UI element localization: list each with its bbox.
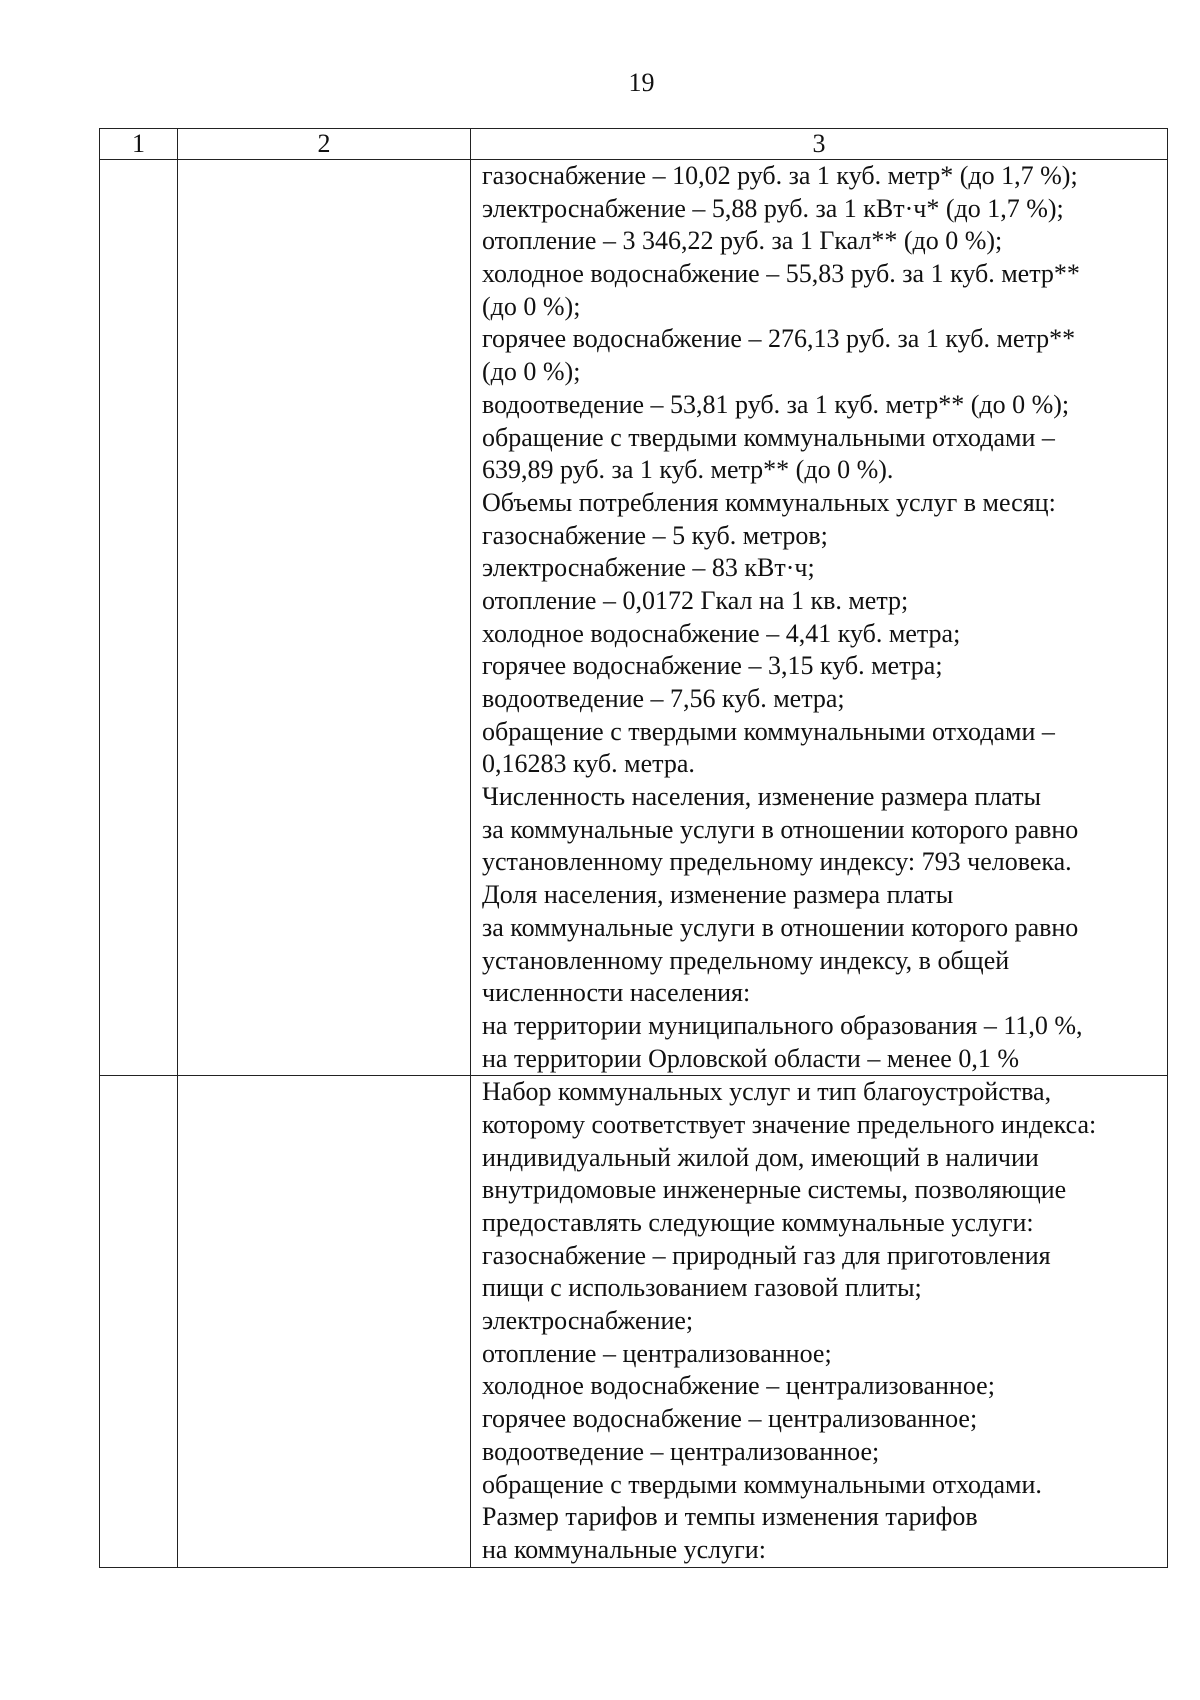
text-line: газоснабжение – 10,02 руб. за 1 куб. метр* (до 1,7 %); [482, 161, 1078, 190]
text-line: на территории муниципального образования – 11,0 %, [482, 1010, 1083, 1040]
text-line: горячее водоснабжение – централизованное; [482, 1404, 978, 1434]
text-line: 639,89 руб. за 1 куб. метр** (до 0 %). [482, 455, 894, 485]
text-line: горячее водоснабжение – 3,15 куб. метра; [482, 651, 943, 681]
document-table [99, 128, 1168, 1568]
text-line: внутридомовые инженерные системы, позволяющие [482, 1175, 1067, 1205]
text-line: численности населения: [482, 978, 751, 1008]
table-cell-col3 [471, 160, 1168, 1076]
text-line: за коммунальные услуги в отношении которого равно [482, 912, 1079, 942]
text-line: водоотведение – 7,56 куб. метра; [482, 684, 845, 713]
text-line: (до 0 %); [482, 357, 581, 387]
table-row [100, 160, 1168, 1076]
text-line: Доля населения, изменение размера платы [482, 880, 954, 910]
text-line: водоотведение – централизованное; [482, 1436, 880, 1466]
cell-text [471, 1076, 1167, 1566]
column-header-3: 3 [471, 129, 1168, 160]
table-cell-col3 [471, 1076, 1168, 1567]
text-line: Набор коммунальных услуг и тип благоустройства, [482, 1077, 1052, 1107]
text-line: Объемы потребления коммунальных услуг в месяц: [482, 487, 1056, 517]
column-header-2: 2 [178, 129, 471, 160]
table-row [100, 1076, 1168, 1567]
text-line: (до 0 %); [482, 291, 581, 321]
text-line: горячее водоснабжение – 276,13 руб. за 1 куб. метр** [482, 324, 1076, 354]
text-line: газоснабжение – природный газ для приготовления [482, 1240, 1051, 1270]
text-line: на территории Орловской области – менее 0,1 % [482, 1043, 1019, 1073]
text-line: холодное водоснабжение – централизованное; [482, 1371, 995, 1401]
text-line: холодное водоснабжение – 55,83 руб. за 1 куб. метр** [482, 259, 1080, 289]
text-line: Размер тарифов и темпы изменения тарифов [482, 1502, 978, 1532]
text-line: электроснабжение – 83 кВт·ч; [482, 553, 815, 583]
text-line: 0,16283 куб. метра. [482, 749, 695, 779]
table-cell-col1 [100, 1076, 178, 1567]
text-line: электроснабжение; [482, 1306, 694, 1336]
text-line: установленному предельному индексу: 793 человека. [482, 847, 1072, 877]
text-line: пищи с использованием газовой плиты; [482, 1273, 922, 1303]
text-line: индивидуальный жилой дом, имеющий в наличии [482, 1142, 1039, 1172]
text-line: обращение с твердыми коммунальными отходами. [482, 1469, 1042, 1499]
text-line: обращение с твердыми коммунальными отходами – [482, 716, 1055, 746]
text-line: установленному предельному индексу, в общей [482, 945, 1010, 975]
text-line: обращение с твердыми коммунальными отходами – [482, 422, 1055, 452]
table-cell-col2 [178, 1076, 471, 1567]
table-cell-col2 [178, 160, 471, 1076]
text-line: отопление – централизованное; [482, 1338, 832, 1368]
page-number: 19 [628, 68, 655, 97]
table-header-row [100, 129, 1168, 160]
text-line: водоотведение – 53,81 руб. за 1 куб. метр** (до 0 %); [482, 389, 1070, 419]
cell-text [471, 160, 1167, 1075]
text-line: электроснабжение – 5,88 руб. за 1 кВт·ч* (до 1,7 %); [482, 193, 1064, 223]
text-line: отопление – 3 346,22 руб. за 1 Гкал** (до 0 %); [482, 226, 1003, 256]
text-line: газоснабжение – 5 куб. метров; [482, 520, 828, 550]
text-line: Численность населения, изменение размера платы [482, 782, 1041, 812]
column-header-1: 1 [100, 129, 178, 160]
text-line: предоставлять следующие коммунальные услуги: [482, 1208, 1034, 1237]
text-line: за коммунальные услуги в отношении которого равно [482, 814, 1079, 844]
table-cell-col1 [100, 160, 178, 1076]
text-line: которому соответствует значение предельного индекса: [482, 1109, 1097, 1139]
text-line: холодное водоснабжение – 4,41 куб. метра; [482, 618, 961, 648]
text-line: отопление – 0,0172 Гкал на 1 кв. метр; [482, 585, 909, 615]
text-line: на коммунальные услуги: [482, 1534, 766, 1564]
